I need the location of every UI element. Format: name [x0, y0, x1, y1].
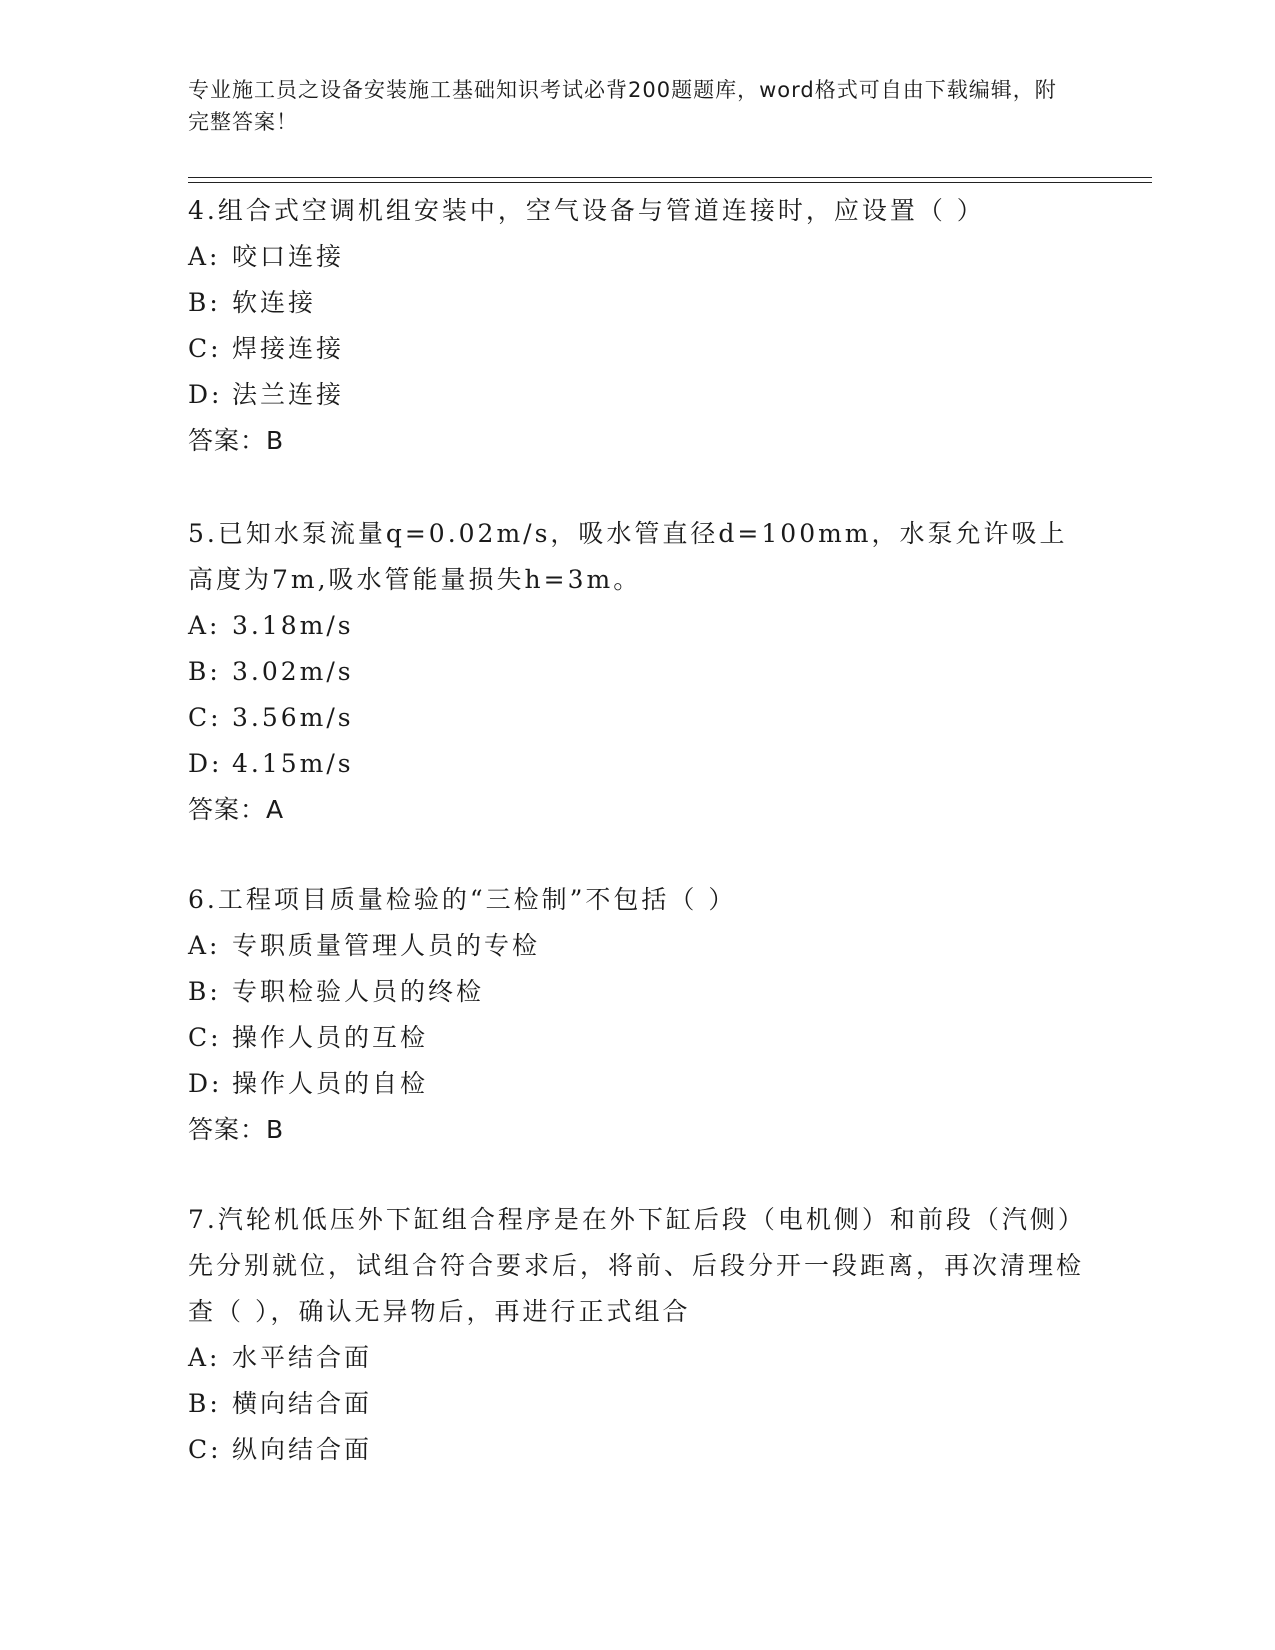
option-letter: D:: [188, 1069, 223, 1098]
option-letter: A:: [188, 1343, 221, 1372]
option-a: [188, 234, 1088, 280]
option-letter: B:: [188, 657, 221, 686]
option-letter: C:: [188, 1435, 222, 1464]
option-a: [188, 603, 1088, 649]
option-text: 3.02m/s: [232, 657, 354, 686]
option-c: [188, 1427, 1088, 1473]
option-b: [188, 1381, 1088, 1427]
option-b: [188, 280, 1088, 326]
option-c: [188, 326, 1088, 372]
answer-label: 答案：A: [188, 795, 285, 824]
question-6: [188, 877, 1088, 1153]
option-c: [188, 1015, 1088, 1061]
option-text: 咬口连接: [232, 242, 345, 271]
question-stem: 6.工程项目质量检验的“三检制”不包括（ ）: [188, 885, 737, 914]
option-text: 4.15m/s: [232, 749, 354, 778]
question-7: [188, 1197, 1088, 1473]
option-c: [188, 695, 1088, 741]
question-4: [188, 188, 1088, 464]
option-letter: C:: [188, 334, 222, 363]
option-letter: A:: [188, 611, 221, 640]
answer-label: 答案：B: [188, 426, 285, 455]
option-text: 焊接连接: [232, 334, 345, 363]
question-stem: 5.已知水泵流量q=0.02m/s，吸水管直径d=100mm，水泵允许吸上高度为7m,吸水管能量损失h=3m。: [188, 519, 1068, 594]
option-text: 纵向结合面: [232, 1435, 373, 1464]
option-text: 操作人员的互检: [232, 1023, 429, 1052]
option-d: [188, 1061, 1088, 1107]
option-letter: A:: [188, 931, 221, 960]
option-letter: C:: [188, 703, 222, 732]
option-b: [188, 649, 1088, 695]
option-text: 3.56m/s: [232, 703, 354, 732]
option-a: [188, 923, 1088, 969]
option-letter: B:: [188, 288, 221, 317]
option-text: 水平结合面: [232, 1343, 373, 1372]
option-a: [188, 1335, 1088, 1381]
question-stem: 4.组合式空调机组安装中，空气设备与管道连接时，应设置（ ）: [188, 196, 985, 225]
option-letter: C:: [188, 1023, 222, 1052]
option-text: 专职质量管理人员的专检: [232, 931, 541, 960]
option-letter: A:: [188, 242, 221, 271]
option-letter: D:: [188, 749, 223, 778]
option-letter: D:: [188, 380, 223, 409]
option-b: [188, 969, 1088, 1015]
answer-label: 答案：B: [188, 1115, 285, 1144]
header-divider-bottom: [188, 182, 1152, 183]
option-text: 专职检验人员的终检: [232, 977, 485, 1006]
option-letter: B:: [188, 977, 221, 1006]
option-letter: B:: [188, 1389, 221, 1418]
question-5: [188, 511, 1088, 833]
option-text: 软连接: [232, 288, 317, 317]
option-d: [188, 372, 1088, 418]
header-divider-top: [188, 177, 1152, 178]
question-stem: 7.汽轮机低压外下缸组合程序是在外下缸后段（电机侧）和前段（汽侧）先分别就位，试组合符合要求后，将前、后段分开一段距离，再次清理检查（ ），确认无异物后，再进行正式组合: [188, 1205, 1086, 1326]
option-text: 法兰连接: [232, 380, 345, 409]
document-header: 专业施工员之设备安装施工基础知识考试必背200题题库，word格式可自由下载编辑，附完整答案！: [188, 78, 1057, 134]
option-d: [188, 741, 1088, 787]
option-text: 3.18m/s: [232, 611, 354, 640]
option-text: 横向结合面: [232, 1389, 373, 1418]
option-text: 操作人员的自检: [232, 1069, 429, 1098]
